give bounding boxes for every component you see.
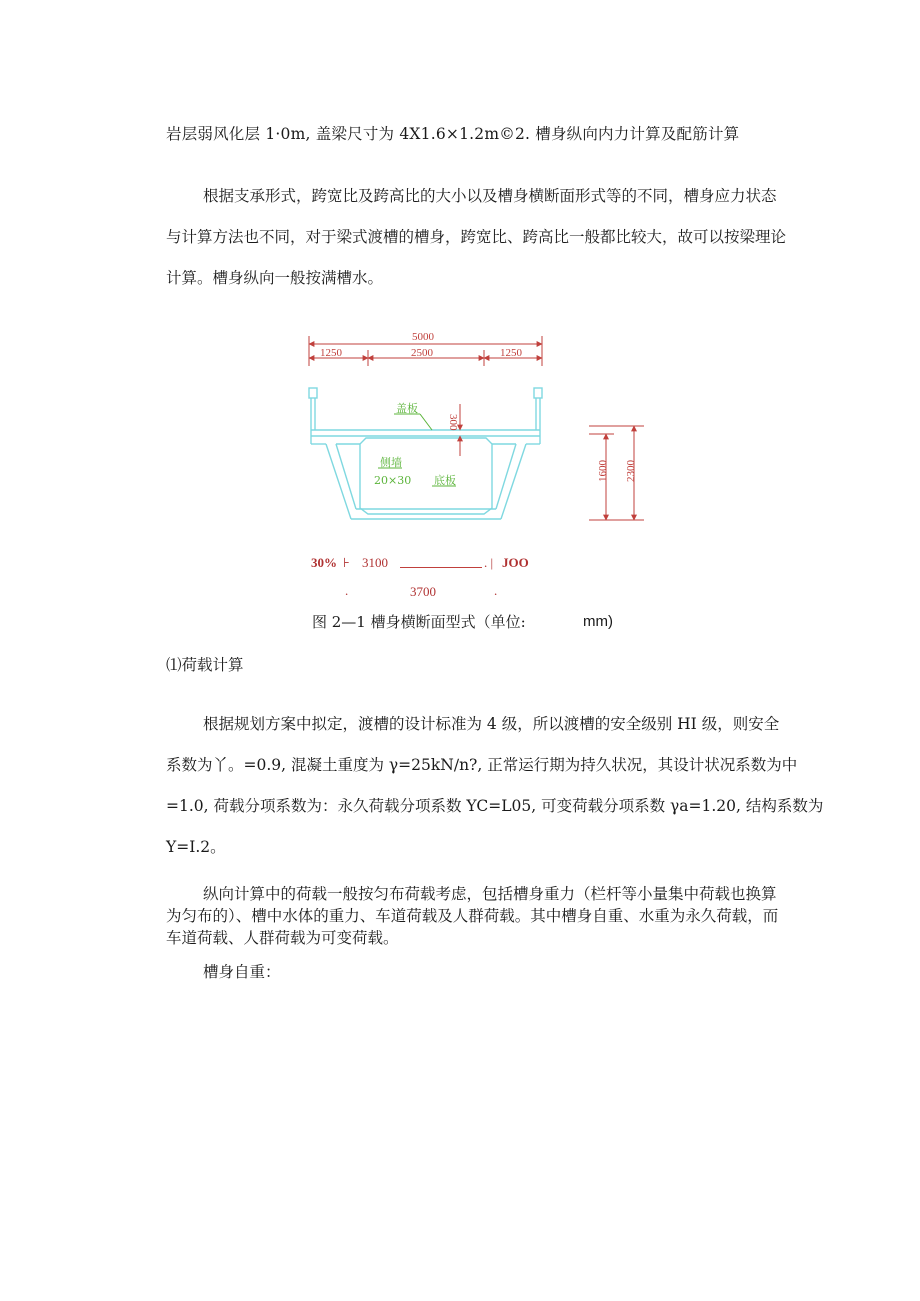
dim-bottom-total: 3700 [410, 584, 436, 599]
dim-dot-left: . [345, 583, 349, 598]
trough-outline [309, 388, 542, 519]
paragraph-longitudinal-loads [166, 884, 778, 950]
paragraph-line: 计算。槽身纵向一般按满槽水。 [166, 269, 384, 287]
dim-bottom-mid: 3100 [362, 555, 388, 570]
paragraph-line: 根据支承形式，跨宽比及跨高比的大小以及槽身横断面形式等的不同，槽身应力状态 [203, 187, 777, 205]
dim-bottom-line [400, 567, 482, 568]
figure-caption: 图 2—1 槽身横断面型式（单位: [312, 613, 526, 631]
paragraph-line: =1.0, 荷载分项系数为：永久荷载分项系数 YC=L05, 可变荷载分项系数 γa=1.20, 结构系数为 [166, 797, 824, 815]
intro-line: 岩层弱风化层 1·0m, 盖梁尺寸为 4X1.6×1.2m©2. 槽身纵向内力计算及配筋计算 [166, 125, 740, 143]
dim-inner-height: 1600 [597, 460, 609, 482]
dim-total-width: 5000 [412, 331, 434, 343]
side-dimension-drawing [584, 418, 654, 528]
dim-deck-thickness: 300 [447, 414, 459, 431]
paragraph-line: 根据规划方案中拟定，渡槽的设计标准为 4 级，所以渡槽的安全级别 HI 级，则安全 [203, 715, 780, 733]
paragraph-line: 系数为丫。=0.9, 混凝土重度为 γ=25kN∕n?, 正常运行期为持久状况，其设计状况系数为中 [166, 756, 798, 774]
dim-bottom-tick-right: . | [484, 555, 494, 570]
section-heading-load-calc: ⑴荷载计算 [166, 656, 244, 674]
dim-right-span: 1250 [500, 347, 522, 359]
dim-left-span: 1250 [320, 347, 342, 359]
figure-caption-unit: mm) [583, 613, 613, 630]
paragraph-line: 纵向计算中的荷载一般按匀布荷载考虑，包括槽身重力（栏杆等小量集中荷载也换算 [203, 885, 777, 903]
paragraph-line: 为匀布的）、槽中水体的重力、车道荷载及人群荷载。其中槽身自重、水重为永久荷载，而 [166, 907, 779, 925]
dim-dot-right: . [494, 583, 498, 598]
label-bottom-plate: 底板 [434, 474, 456, 487]
self-weight-label: 槽身自重： [203, 963, 281, 981]
cross-section-figure [296, 326, 666, 531]
dim-mid-span: 2500 [411, 347, 433, 359]
paragraph-line: Y=I.2。 [166, 838, 226, 856]
dim-bottom-left: 30% [311, 555, 337, 570]
paragraph-line: 与计算方法也不同，对于梁式渡槽的槽身，跨宽比、跨高比一般都比较大，故可以按梁理论 [166, 228, 787, 246]
paragraph-support-form [166, 186, 787, 309]
paragraph-design-standard [166, 714, 824, 878]
dim-bottom-right: JOO [502, 555, 529, 570]
dim-bottom-tick: ⊦ [343, 555, 350, 570]
paragraph-line: 车道荷载、人群荷载为可变荷载。 [166, 929, 399, 947]
label-cover-plate: 盖板 [396, 402, 418, 415]
dim-total-height: 2300 [625, 460, 637, 482]
label-side-wall: 侧墙 [380, 456, 402, 469]
label-haunch: 20×30 [374, 474, 412, 487]
